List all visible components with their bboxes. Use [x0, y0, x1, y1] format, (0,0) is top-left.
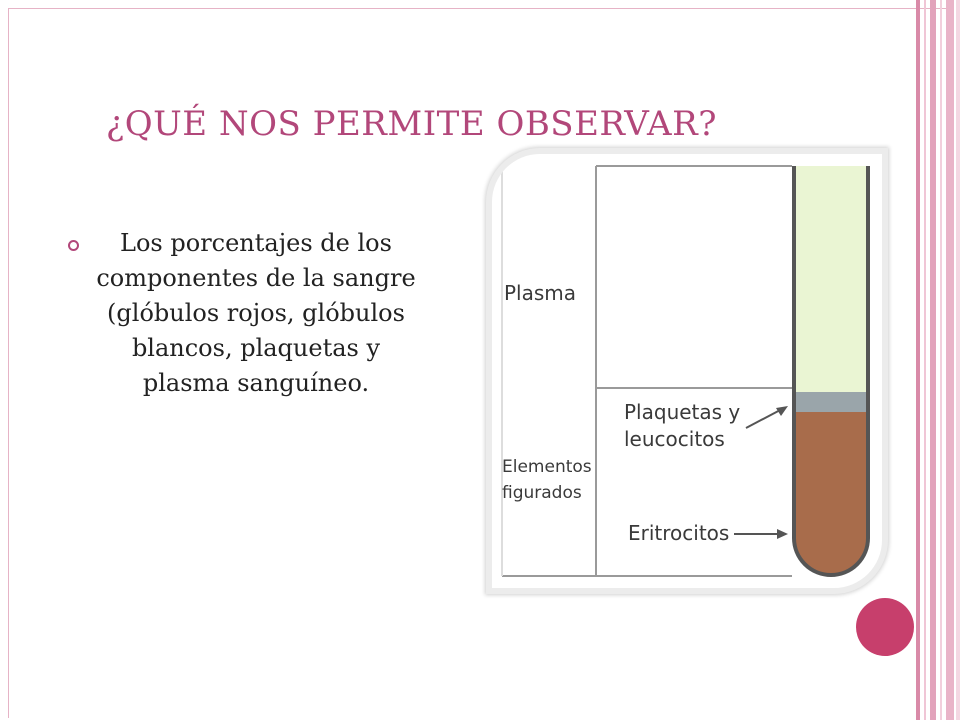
label-formed-elements-line2: figurados: [502, 483, 582, 503]
label-platelets-line2: leucocitos: [624, 427, 725, 451]
tube-plasma-layer: [794, 166, 868, 392]
decor-stripe: [956, 0, 960, 720]
label-formed-elements-line1: Elementos: [502, 457, 592, 477]
arrow-erythrocytes-head: [777, 529, 788, 539]
bullet-circle-icon: [68, 240, 79, 251]
decorative-circle: [856, 598, 914, 656]
label-erythrocytes: Eritrocitos: [628, 521, 730, 545]
decor-stripe: [924, 0, 926, 720]
blood-tube-image-frame: [492, 154, 882, 588]
slide-title: ¿QUÉ NOS PERMITE OBSERVAR?: [106, 104, 717, 144]
label-platelets-line1: Plaquetas y: [624, 400, 741, 424]
decor-stripe: [916, 0, 920, 720]
bullet-paragraph: Los porcentajes de los componentes de la sangre (glóbulos rojos, glóbulos blancos, plaquetas y plasma sanguíneo.: [96, 229, 416, 397]
decor-stripe: [930, 0, 936, 720]
blood-components-diagram: [492, 154, 882, 588]
decor-stripe: [946, 0, 954, 720]
tube-buffy-coat-layer: [794, 392, 868, 412]
decor-stripe: [940, 0, 942, 720]
tube-red-cell-layer: [794, 412, 868, 575]
label-plasma: Plasma: [504, 281, 577, 305]
